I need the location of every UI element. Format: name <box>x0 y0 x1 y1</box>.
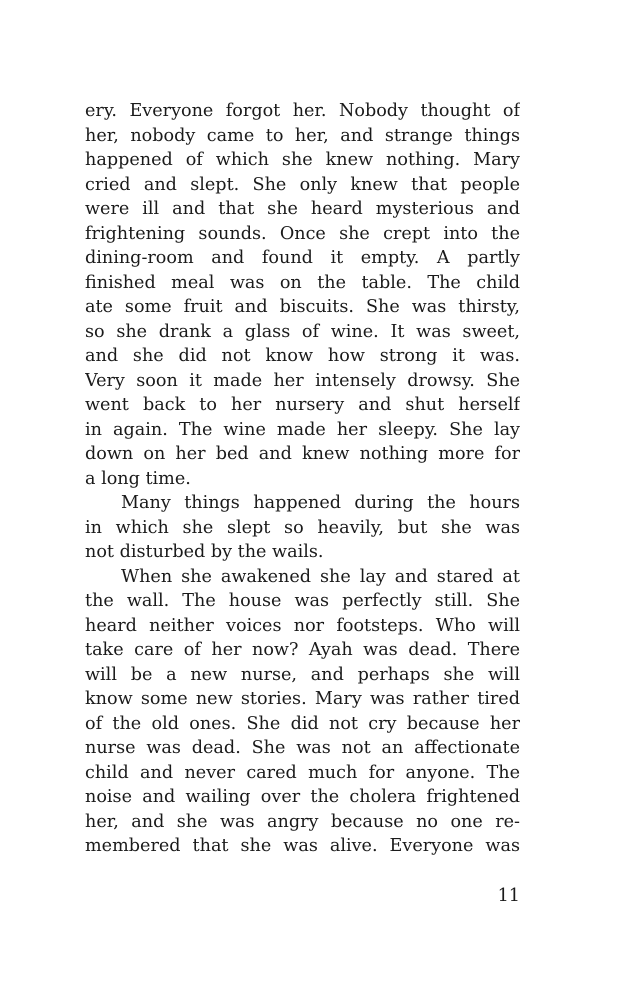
text-line: frightening sounds. Once she crept into the <box>85 223 520 244</box>
paragraph-1 <box>85 99 520 491</box>
text-line: know some new stories. Mary was rather tired <box>85 689 520 709</box>
text-body <box>85 99 520 859</box>
text-line: of the old ones. She did not cry because her <box>85 713 520 734</box>
text-line: When she awakened she lay and stared at <box>121 566 520 587</box>
text-line: so she drank a glass of wine. It was sweet, <box>85 321 520 342</box>
text-line: membered that she was alive. Everyone was <box>85 836 520 856</box>
text-line: ery. Everyone forgot her. Nobody thought of <box>85 101 520 121</box>
text-line: not disturbed by the wails. <box>85 542 324 562</box>
text-line: her, nobody came to her, and strange things <box>85 125 520 146</box>
text-line: noise and wailing over the cholera frightened <box>85 787 520 807</box>
paragraph-3 <box>85 565 520 859</box>
text-line: in which she slept so heavily, but she was <box>85 517 520 538</box>
text-line: take care of her now? Ayah was dead. There <box>85 640 520 660</box>
text-line: in again. The wine made her sleepy. She lay <box>85 419 520 440</box>
text-line: her, and she was angry because no one re- <box>85 811 520 832</box>
paragraph-2 <box>85 491 520 565</box>
text-line: were ill and that she heard mysterious and <box>85 199 520 219</box>
text-line: and she did not know how strong it was. <box>85 346 520 366</box>
text-line: heard neither voices nor footsteps. Who will <box>85 615 520 636</box>
text-line: child and never cared much for anyone. The <box>85 762 520 783</box>
text-line: Very soon it made her intensely drowsy. She <box>85 370 520 391</box>
text-line: nurse was dead. She was not an affectionate <box>85 738 520 758</box>
text-line: a long time. <box>85 468 191 489</box>
text-line: ate some fruit and biscuits. She was thirsty, <box>85 297 520 317</box>
page-number: 11 <box>497 886 520 906</box>
text-line: went back to her nursery and shut herself <box>85 395 520 415</box>
text-line: dining-room and found it empty. A partly <box>85 248 520 268</box>
text-line: down on her bed and knew nothing more for <box>85 444 520 464</box>
text-line: the wall. The house was perfectly still. She <box>85 591 520 611</box>
text-line: happened of which she knew nothing. Mary <box>85 150 520 170</box>
text-line: finished meal was on the table. The child <box>85 272 520 293</box>
text-line: will be a new nurse, and perhaps she will <box>85 664 520 685</box>
text-line: cried and slept. She only knew that people <box>85 174 520 195</box>
text-line: Many things happened during the hours <box>121 493 520 513</box>
